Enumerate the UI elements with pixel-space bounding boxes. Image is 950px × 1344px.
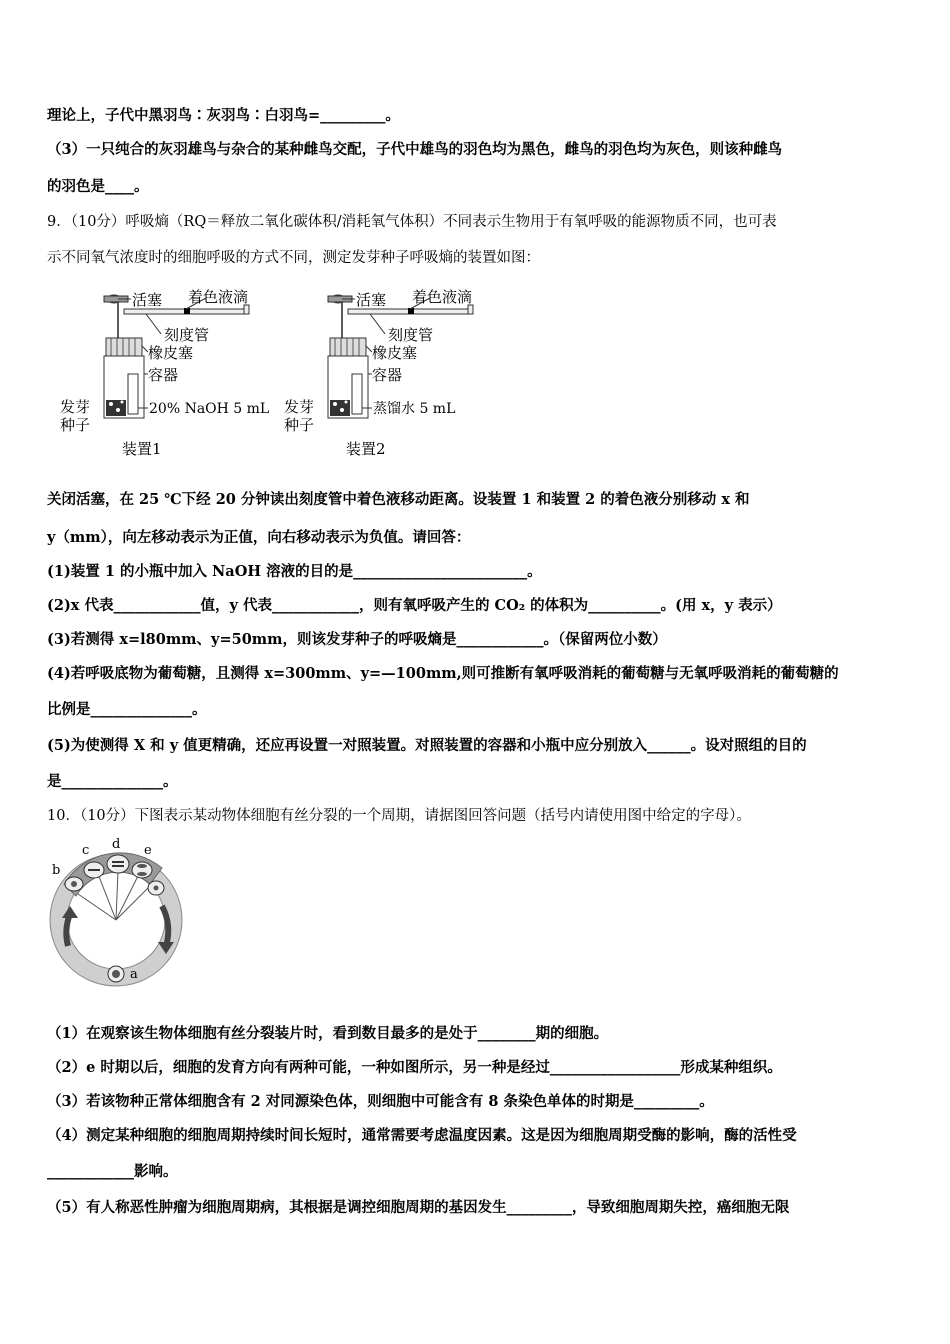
device-1-container-label: 容器 xyxy=(148,366,179,384)
question-10-part-4: （4）测定某种细胞的细胞周期持续时间长短时，通常需要考虑温度因素。这是因为细胞周期受酶的影响，酶的活性受 xyxy=(47,1127,797,1144)
device-1-stopcock-label: 活塞 xyxy=(132,291,163,309)
text-line-2: （3）一只纯合的灰羽雄鸟与杂合的某种雌鸟交配，子代中雄鸟的羽色均为黑色，雌鸟的羽色均为灰色，则该种雌鸟 xyxy=(47,141,783,158)
device-1-tube-label: 刻度管 xyxy=(164,326,210,344)
device-2-seeds-label-2: 种子 xyxy=(284,416,315,434)
phase-c-label: c xyxy=(82,843,90,858)
phase-a-label: a xyxy=(130,967,138,982)
question-10-part-3: （3）若该物种正常体细胞含有 2 对同源染色体，则细胞中可能含有 8 条染色单体的时期是_________。 xyxy=(47,1093,714,1110)
device-1-seeds-label: 发芽 xyxy=(60,398,91,416)
device-1-seeds-label-2: 种子 xyxy=(60,416,91,434)
device-1-solution-label: 20% NaOH 5 mL xyxy=(149,401,270,417)
device-2 xyxy=(284,288,473,458)
text-line-1: 理论上，子代中黑羽鸟∶灰羽鸟∶白羽鸟=_________。 xyxy=(47,107,400,124)
device-1 xyxy=(60,288,269,458)
phase-d-label: d xyxy=(112,837,121,852)
question-9-part-5: (5)为使测得 X 和 y 值更精确，还应再设置一对照装置。对照装置的容器和小瓶中应分别放入______。设对照组的目的 xyxy=(47,737,807,754)
question-9-part-1: (1)装置 1 的小瓶中加入 NaOH 溶液的目的是________________________。 xyxy=(47,563,542,580)
device-1-stopper-label: 橡皮塞 xyxy=(148,344,194,362)
question-9-setup-cont: y（mm），向左移动表示为正值，向右移动表示为负值。请回答： xyxy=(47,529,471,546)
question-10-part-1: （1）在观察该生物体细胞有丝分裂装片时，看到数目最多的是处于________期的细胞。 xyxy=(47,1025,609,1042)
device-2-caption: 装置2 xyxy=(346,440,386,458)
question-10-part-5: （5）有人称恶性肿瘤为细胞周期病，其根据是调控细胞周期的基因发生_________，导致细胞周期失控，癌细胞无限 xyxy=(47,1199,790,1216)
text-line-3: 的羽色是____。 xyxy=(47,178,149,195)
device-2-tube-label: 刻度管 xyxy=(388,326,434,344)
question-9-setup: 关闭活塞，在 25 ℃下经 20 分钟读出刻度管中着色液移动距离。设装置 1 和装置 2 的着色液分别移动 x 和 xyxy=(47,491,750,508)
device-2-container-label: 容器 xyxy=(372,366,403,384)
question-10-stem: 10．（10分）下图表示某动物体细胞有丝分裂的一个周期，请据图回答问题（括号内请使用图中给定的字母）。 xyxy=(47,808,751,824)
device-2-solution-label: 蒸馏水 5 mL xyxy=(373,401,456,417)
device-2-stopcock-label: 活塞 xyxy=(356,291,387,309)
question-9-part-3: (3)若测得 x=l80mm、y=50mm，则该发芽种子的呼吸熵是____________。（保留两位小数） xyxy=(47,631,667,648)
respiration-apparatus-figure xyxy=(56,282,486,462)
device-1-caption: 装置1 xyxy=(122,440,162,458)
question-9-stem: 9．（10分）呼吸熵（RQ＝释放二氧化碳体积/消耗氧气体积）不同表示生物用于有氧呼吸的能源物质不同，也可表 xyxy=(47,214,777,230)
question-9-part-2: (2)x 代表____________值，y 代表____________，则有氧呼吸产生的 CO₂ 的体积为__________。(用 x，y 表示） xyxy=(47,597,782,614)
question-9-part-5-cont: 是______________。 xyxy=(47,773,178,790)
device-2-stopper-label: 橡皮塞 xyxy=(372,344,418,362)
device-1-droplet-label: 着色液滴 xyxy=(188,288,249,306)
question-9-part-4-cont: 比例是______________。 xyxy=(47,701,207,718)
question-10-part-4-cont: ____________影响。 xyxy=(47,1163,178,1180)
question-9-stem-cont: 示不同氧气浓度时的细胞呼吸的方式不同，测定发芽种子呼吸熵的装置如图： xyxy=(47,250,540,266)
device-2-droplet-label: 着色液滴 xyxy=(412,288,473,306)
phase-b-label: b xyxy=(52,863,61,878)
question-10-part-2: （2）e 时期以后，细胞的发育方向有两种可能，一种如图所示，另一种是经过__________________形成某种组织。 xyxy=(47,1059,782,1076)
question-9-part-4: (4)若呼吸底物为葡萄糖，且测得 x=300mm、y=—100mm,则可推断有氧呼吸消耗的葡萄糖与无氧呼吸消耗的葡萄糖的 xyxy=(47,665,839,682)
cell-cycle-figure xyxy=(44,834,214,994)
device-2-seeds-label: 发芽 xyxy=(284,398,315,416)
phase-e-label: e xyxy=(144,843,152,858)
